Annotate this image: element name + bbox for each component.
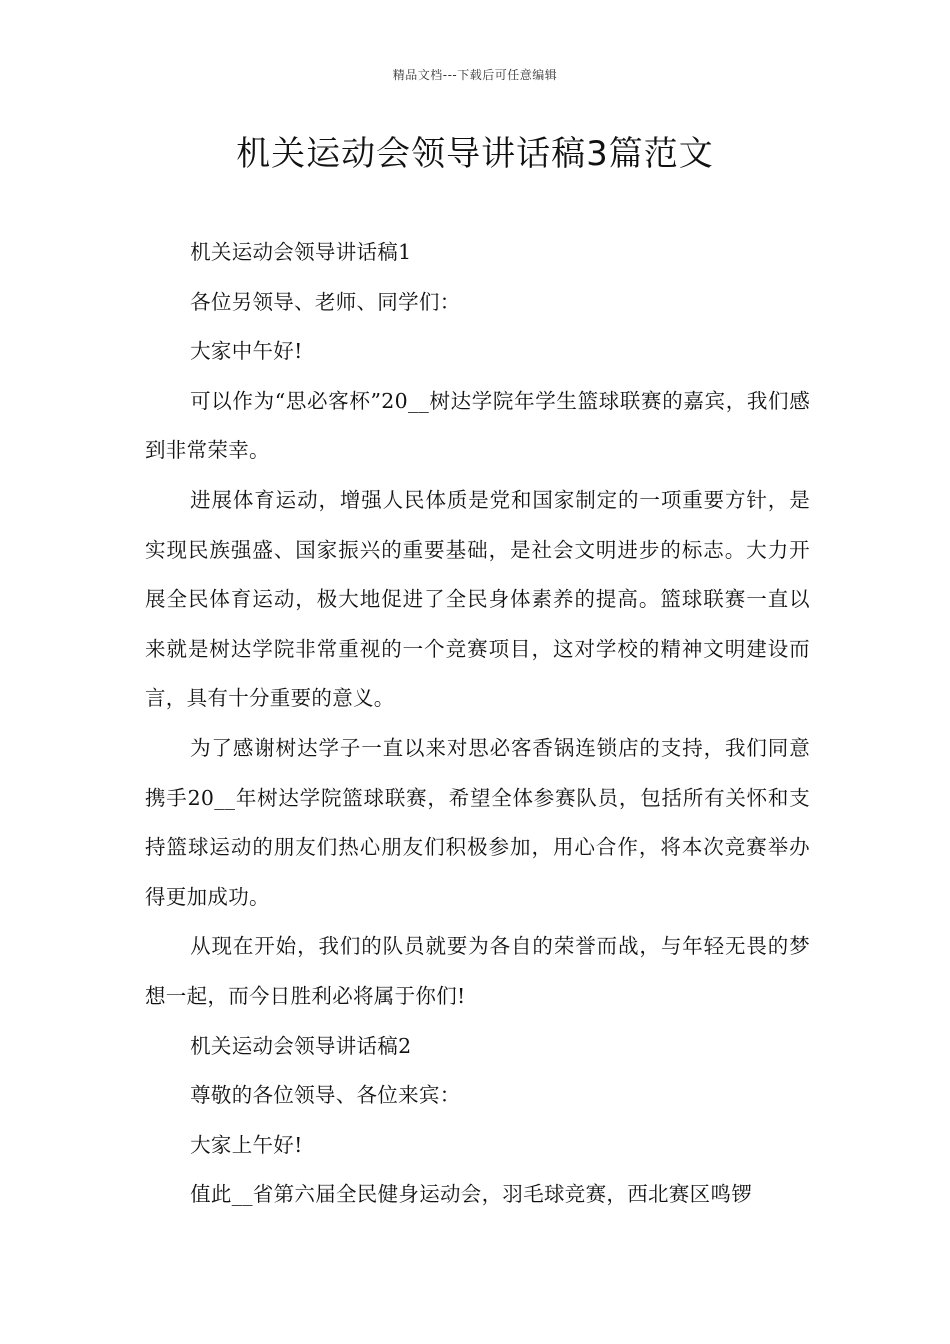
document-body [145,228,810,1220]
body-paragraph: 进展体育运动，增强人民体质是党和国家制定的一项重要方针，是实现民族强盛、国家振兴的重要基础，是社会文明进步的标志。大力开展全民体育运动，极大地促进了全民身体素养的提高。篮球联赛一直以来就是树达学院非常重视的一个竞赛项目，这对学校的精神文明建设而言，具有十分重要的意义。 [145,487,810,711]
salutation: 各位另领导、老师、同学们： [190,289,461,314]
header-note: 精品文档---下载后可任意编辑 [392,68,558,82]
document-title: 机关运动会领导讲话稿3篇范文 [236,134,714,174]
greeting: 大家中午好! [190,339,303,364]
section-heading-2: 机关运动会领导讲话稿2 [190,1033,412,1058]
greeting: 大家上午好! [190,1132,303,1157]
salutation: 尊敬的各位领导、各位来宾： [190,1083,461,1108]
body-paragraph: 值此__省第六届全民健身运动会，羽毛球竞赛，西北赛区鸣锣 [190,1182,752,1207]
body-paragraph: 可以作为“思必客杯”20__树达学院年学生篮球联赛的嘉宾，我们感到非常荣幸。 [145,388,810,463]
section-heading-1: 机关运动会领导讲话稿1 [190,240,412,264]
body-paragraph: 从现在开始，我们的队员就要为各自的荣誉而战，与年轻无畏的梦想一起，而今日胜利必将属于你们! [145,934,810,1008]
body-paragraph: 为了感谢树达学子一直以来对思必客香锅连锁店的支持，我们同意携手20__年树达学院篮球联赛，希望全体参赛队员，包括所有关怀和支持篮球运动的朋友们热心朋友们积极参加，用心合作，将本次竞赛举办得更加成功。 [145,735,810,909]
